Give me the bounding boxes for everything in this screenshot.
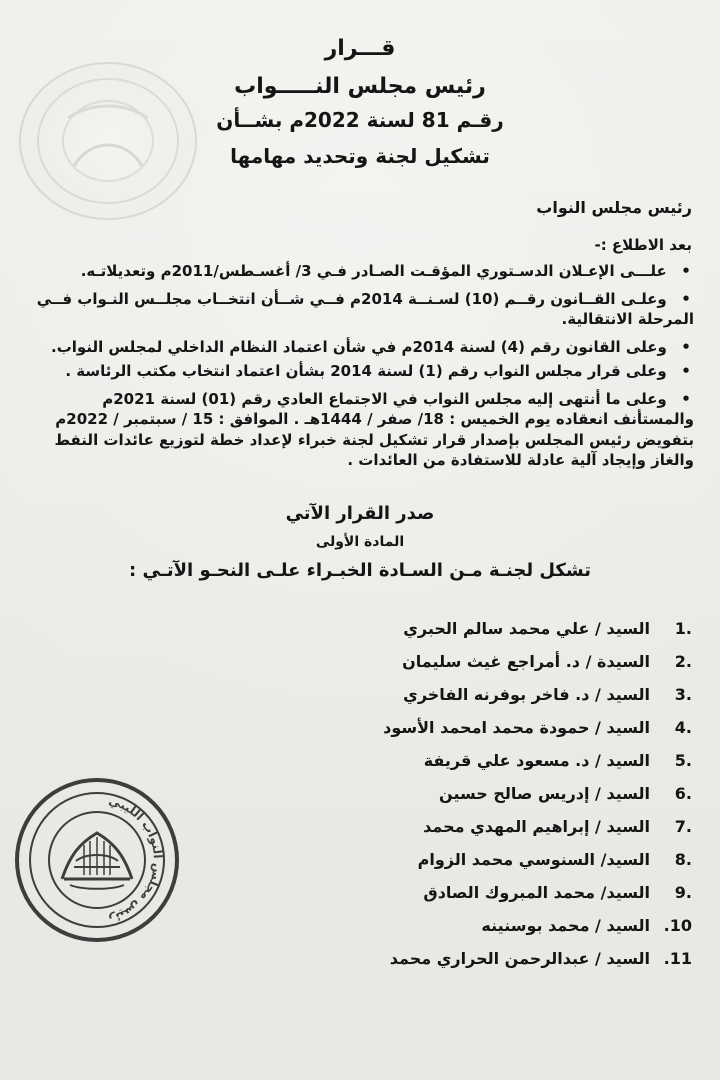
member-row xyxy=(252,777,692,810)
member-name: السيد / حمودة محمد امحمد الأسود xyxy=(383,718,650,737)
bullet-icon: • xyxy=(681,362,691,380)
member-number: 11. xyxy=(663,949,692,968)
member-row xyxy=(252,711,692,744)
member-name: السيد / إبراهيم المهدي محمد xyxy=(423,817,650,836)
issuer-title: رئيس مجلس النـــــواب xyxy=(234,74,486,99)
decision-heading: صدر القرار الآتي xyxy=(285,503,435,524)
council-head: رئيس مجلس النواب xyxy=(536,198,692,217)
member-number: .5 xyxy=(674,751,692,770)
recital-text: وعلى القانون رقم (4) لسنة 2014م في شأن اعتماد النظام الداخلي لمجلس النواب. xyxy=(51,338,667,356)
member-number: .8 xyxy=(674,850,692,869)
stamp-text: رئيس مجلس النواب الليبي xyxy=(107,793,166,927)
recital-text: وعلى ما أنتهى إليه مجلس النواب في الاجتماع العادي رقم (01) لسنة 2021م والمستأنف انعقاده يوم الخميس : 18/ صفر / 1444هـ . الموافق : 15 / سبتمبر / 2022م بتفويض رئيس المجلس بإصدار قرار تشكيل لجنة خبراء لإعداد خطة لتوزيع عائدات النفط والغاز وإيجاد آلية عادلة للاستفادة من العائدات . xyxy=(54,390,694,469)
member-number: .2 xyxy=(674,652,692,671)
member-name: السيدة / د. أمراجع غيث سليمان xyxy=(402,652,650,671)
member-name: السيد / إدريس صالح حسين xyxy=(439,784,650,803)
bullet-icon: • xyxy=(681,290,691,308)
member-row xyxy=(252,645,692,678)
member-name: السيد / د. مسعود علي قريفة xyxy=(423,751,650,770)
member-name: السيد / علي محمد سالم الحبري xyxy=(403,619,650,638)
member-row xyxy=(252,810,692,843)
recital-item xyxy=(24,261,694,281)
official-stamp-icon xyxy=(12,775,182,945)
decision-subject: تشكيل لجنة وتحديد مهامها xyxy=(230,144,490,168)
member-row xyxy=(252,744,692,777)
reference-line: رقـم 81 لسنة 2022م بشــأن xyxy=(216,108,504,132)
recital-text: وعلـى القــانون رقــم (10) لسـنــة 2014م فــي شــأن انتخــاب مجلــس النـواب فــي المرحلة الانتقالية. xyxy=(36,290,694,329)
member-number: .3 xyxy=(674,685,692,704)
recital-item xyxy=(24,361,694,381)
member-number: .1 xyxy=(674,619,692,638)
decision-statement: تشكل لجنـة مـن السـادة الخبـراء علـى النحـو الآتـي : xyxy=(129,560,591,581)
committee-members-list xyxy=(252,612,692,975)
member-row xyxy=(252,942,692,975)
member-name: السيد / محمد بوسنينه xyxy=(481,916,650,935)
recital-text: وعلى قرار مجلس النواب رقم (1) لسنة 2014 بشأن اعتماد انتخاب مكتب الرئاسة . xyxy=(65,362,667,380)
document-title: قـــرار xyxy=(324,36,396,61)
article-title: المادة الأولى xyxy=(315,534,405,550)
member-row xyxy=(252,612,692,645)
member-number: .7 xyxy=(674,817,692,836)
member-number: .6 xyxy=(674,784,692,803)
bullet-icon: • xyxy=(681,262,691,280)
basis-head: بعد الاطلاع :- xyxy=(594,236,692,254)
member-number: .9 xyxy=(674,883,692,902)
member-name: السيد / د. فاخر بوفرنه الفاخري xyxy=(403,685,650,704)
member-name: السيد/ السنوسي محمد الزوام xyxy=(417,850,650,869)
member-name: السيد / عبدالرحمن الحراري محمد xyxy=(389,949,650,968)
member-row xyxy=(252,678,692,711)
bullet-icon: • xyxy=(681,390,691,408)
member-row xyxy=(252,876,692,909)
document-header xyxy=(0,38,720,166)
member-name: السيد/ محمد المبروك الصادق xyxy=(423,883,650,902)
recital-item xyxy=(24,389,694,470)
member-row xyxy=(252,909,692,942)
member-number: 10. xyxy=(663,916,692,935)
recital-item xyxy=(24,337,694,357)
member-row xyxy=(252,843,692,876)
bullet-icon: • xyxy=(681,338,691,356)
member-number: .4 xyxy=(674,718,692,737)
recital-text: علـــى الإعـلان الدسـتوري المؤقـت الصـادر فـي 3/ أغسـطس/2011م وتعديلاتـه. xyxy=(80,262,667,280)
recital-item xyxy=(24,289,694,330)
